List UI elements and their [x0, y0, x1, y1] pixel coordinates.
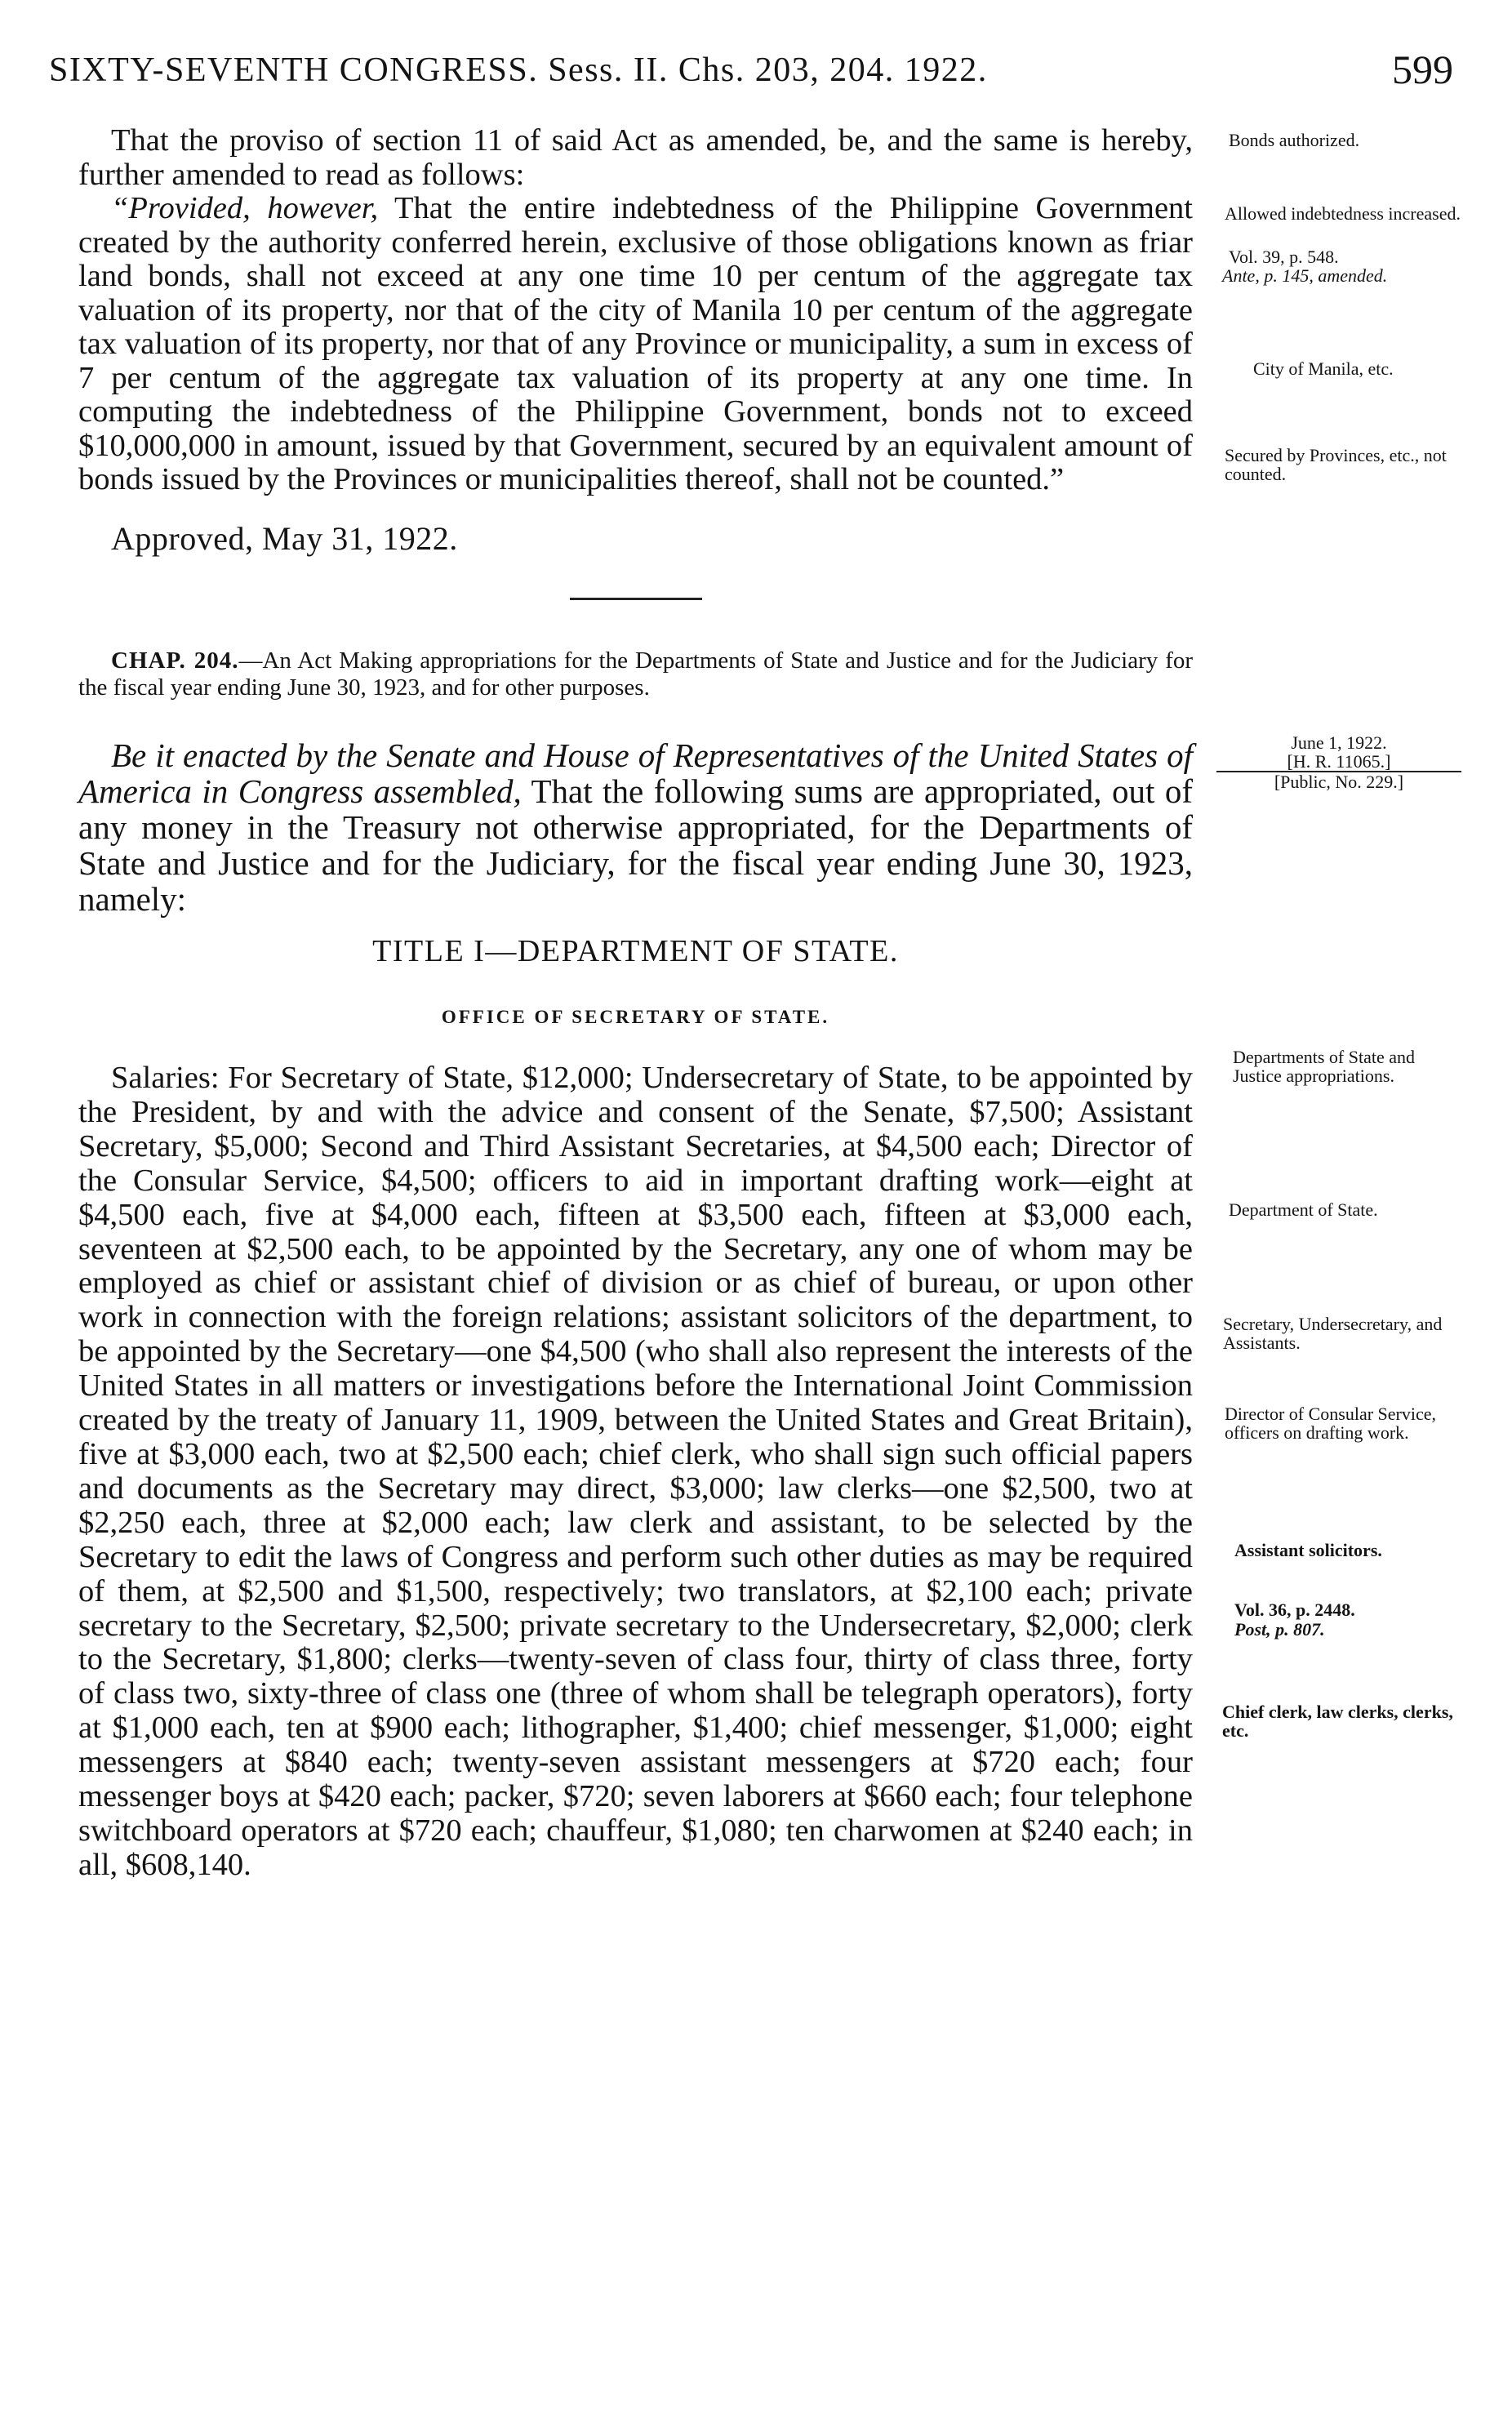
margin-note-post: Post, p. 807. [1234, 1619, 1325, 1640]
page-number: 599 [1392, 47, 1453, 92]
section-divider [570, 598, 702, 600]
proviso-text [78, 192, 1193, 497]
proviso-intro: That the proviso of section 11 of said Act as amended, be, and the same is hereby, further amended to read as follows: [78, 123, 1193, 192]
margin-note-manila: City of Manila, etc. [1253, 358, 1394, 379]
page-header [49, 46, 1453, 103]
chapter-date-block [1216, 733, 1461, 791]
proviso-rest: That the entire indebtedness of the Philippine Government created by the authority conferred herein, exclusive of those obligations known as friar land bonds, shall not exceed at any one time 10 per centum of the aggregate tax valuation of its property, nor that of the city of Manila 10 per centum of the aggregate tax valuation of its property, nor that of any Province or municipality, a sum in excess of 7 per centum of the aggregate tax valuation of its property at any one time. In computing the indebtedness of the Philippine Government, bonds not to exceed $10,000,000 in amount, issued by that Government, secured by an equivalent amount of bonds issued by the Provinces or municipalities thereof, shall not be counted.” [78, 191, 1194, 496]
office-heading: OFFICE OF SECRETARY OF STATE. [441, 1006, 830, 1027]
margin-note-vol36: Vol. 36, p. 2448. [1234, 1600, 1355, 1620]
margin-note-secretary: Secretary, Undersecretary, and Assistants. [1223, 1314, 1443, 1353]
public-number: [Public, No. 229.] [1274, 772, 1404, 792]
margin-note-indebtedness: Allowed indebtedness increased. [1225, 203, 1461, 224]
chapter-date: June 1, 1922. [1291, 732, 1387, 753]
main-text [78, 124, 1193, 1883]
proviso-lead: “Provided, however, [111, 191, 379, 225]
enacting-rest: That the following sums are appropriated, out of any money in the Treasury not otherwise appropriated, for the Departments of State and Justice and for the Judiciary, for the fiscal year ending June 30, 1923, namely: [78, 772, 1194, 918]
chapter-heading [78, 647, 1193, 701]
chapter-title: —An Act Making appropriations for the Departments of State and Justice and for the Judiciary for the fiscal year ending June 30, 1923, and for other purposes. [78, 647, 1194, 701]
margin-note-ante: Ante, p. 145, amended. [1222, 265, 1388, 286]
bill-number: [H. R. 11065.] [1216, 752, 1461, 772]
margin-note-secured: Secured by Provinces, etc., not counted. [1225, 445, 1447, 484]
enacting-clause [78, 737, 1193, 917]
title-heading: TITLE I—DEPARTMENT OF STATE. [372, 934, 899, 968]
salaries-paragraph: Salaries: For Secretary of State, $12,000; Undersecretary of State, to be appointed by the President, by and with the advice and consent of the Senate, $7,500; Assistant Secretary, $5,000; Second and Third Assistant Secretaries, at $4,500 each; Director of the Consular Service, $4,500; officers to aid in important drafting work—eight at $4,500 each, five at $4,000 each, fifteen at $3,500 each, fifteen at $3,000 each, seventeen at $2,500 each, to be appointed by the Secretary, any one of whom may be employed as chief or assistant chief of division or as chief of bureau, or upon other work in connection with the foreign relations; assistant solicitors of the department, to be appointed by the Secretary—one $4,500 (who shall also represent the interests of the United States in all matters or investigations before the International Joint Commission created by the treaty of January 11, 1909, between the United States and Great Britain), five at $3,000 each, two at $2,500 each; chief clerk, who shall sign such official papers and documents as the Secretary may direct, $3,000; law clerks—one $2,500, two at $2,250 each, three at $2,000 each; law clerk and assistant, to be selected by the Secretary to edit the laws of Congress and perform such other duties as may be required of them, at $2,500 and $1,500, respectively; two translators, at $2,100 each; private secretary to the Secretary, $2,500; private secretary to the Undersecretary, $2,000; clerk to the Secretary, $1,800; clerks—twenty-seven of class four, thirty of class three, forty of class two, sixty-three of class one (three of whom shall be telegraph operators), forty at $1,000 each, ten at $900 each; lithographer, $1,400; chief messenger, $1,000; eight messengers at $840 each; twenty-seven assistant messengers at $720 each; four messenger boys at $420 each; packer, $720; seven laborers at $660 each; four telephone switchboard operators at $720 each; chauffeur, $1,080; ten charwomen at $240 each; in all, $608,140. [78, 1061, 1193, 1882]
chapter-number: CHAP. 204. [111, 647, 239, 674]
margin-note-vol39: Vol. 39, p. 548. [1229, 247, 1339, 267]
margin-note-departments: Departments of State and Justice appropriations. [1233, 1047, 1415, 1086]
enacting-italic: Be it enacted by the Senate and House of Representatives of the United States of America in Congress assembled, [78, 736, 1193, 810]
margin-note-director: Director of Consular Service, officers on drafting work. [1225, 1404, 1437, 1443]
margin-note-assistant-solicitors: Assistant solicitors. [1234, 1540, 1382, 1560]
approved-date: Approved, May 31, 1922. [111, 519, 458, 557]
margin-note-bonds: Bonds authorized. [1229, 130, 1360, 150]
running-title: SIXTY-SEVENTH CONGRESS. Sess. II. Chs. 203, 204. 1922. [49, 51, 988, 89]
margin-note-department-of-state: Department of State. [1229, 1199, 1378, 1220]
margin-note-chief-clerk: Chief clerk, law clerks, clerks, etc. [1222, 1702, 1453, 1741]
